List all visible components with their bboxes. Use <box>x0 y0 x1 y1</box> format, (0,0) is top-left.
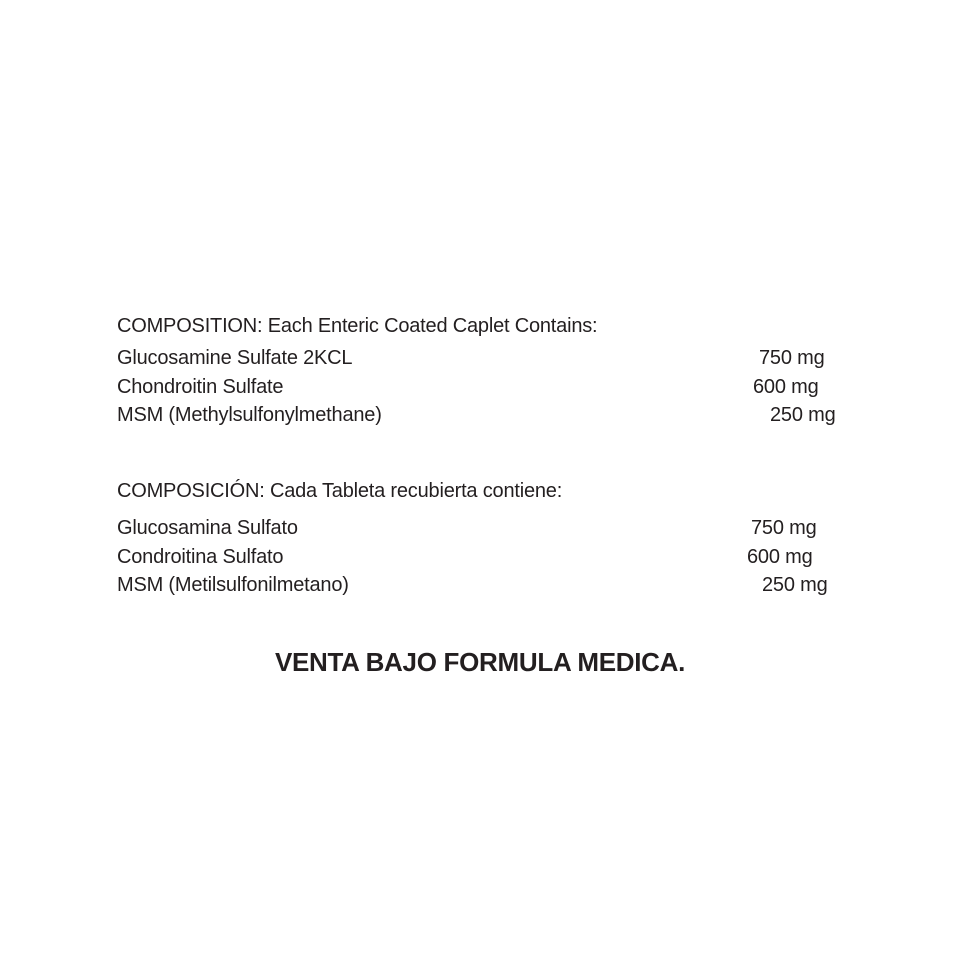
ingredient-name-en-2: Chondroitin Sulfate <box>117 376 284 398</box>
ingredient-amount-es-2: 600 mg <box>747 546 813 568</box>
ingredient-name-es-3: MSM (Metilsulfonilmetano) <box>117 574 349 596</box>
ingredient-name-es-2: Condroitina Sulfato <box>117 546 284 568</box>
ingredient-name-en-1: Glucosamine Sulfate 2KCL <box>117 347 353 369</box>
ingredient-amount-es-3: 250 mg <box>762 574 828 596</box>
ingredient-amount-en-3: 250 mg <box>770 404 836 426</box>
ingredient-amount-en-1: 750 mg <box>759 347 825 369</box>
ingredient-name-en-3: MSM (Methylsulfonylmethane) <box>117 404 382 426</box>
ingredient-amount-es-1: 750 mg <box>751 517 817 539</box>
ingredient-name-es-1: Glucosamina Sulfato <box>117 517 298 539</box>
composition-heading-en: COMPOSITION: Each Enteric Coated Caplet Contains: <box>117 315 598 337</box>
ingredient-amount-en-2: 600 mg <box>753 376 819 398</box>
prescription-notice: VENTA BAJO FORMULA MEDICA. <box>274 647 686 677</box>
composition-heading-es: COMPOSICIÓN: Cada Tableta recubierta contiene: <box>117 480 563 502</box>
